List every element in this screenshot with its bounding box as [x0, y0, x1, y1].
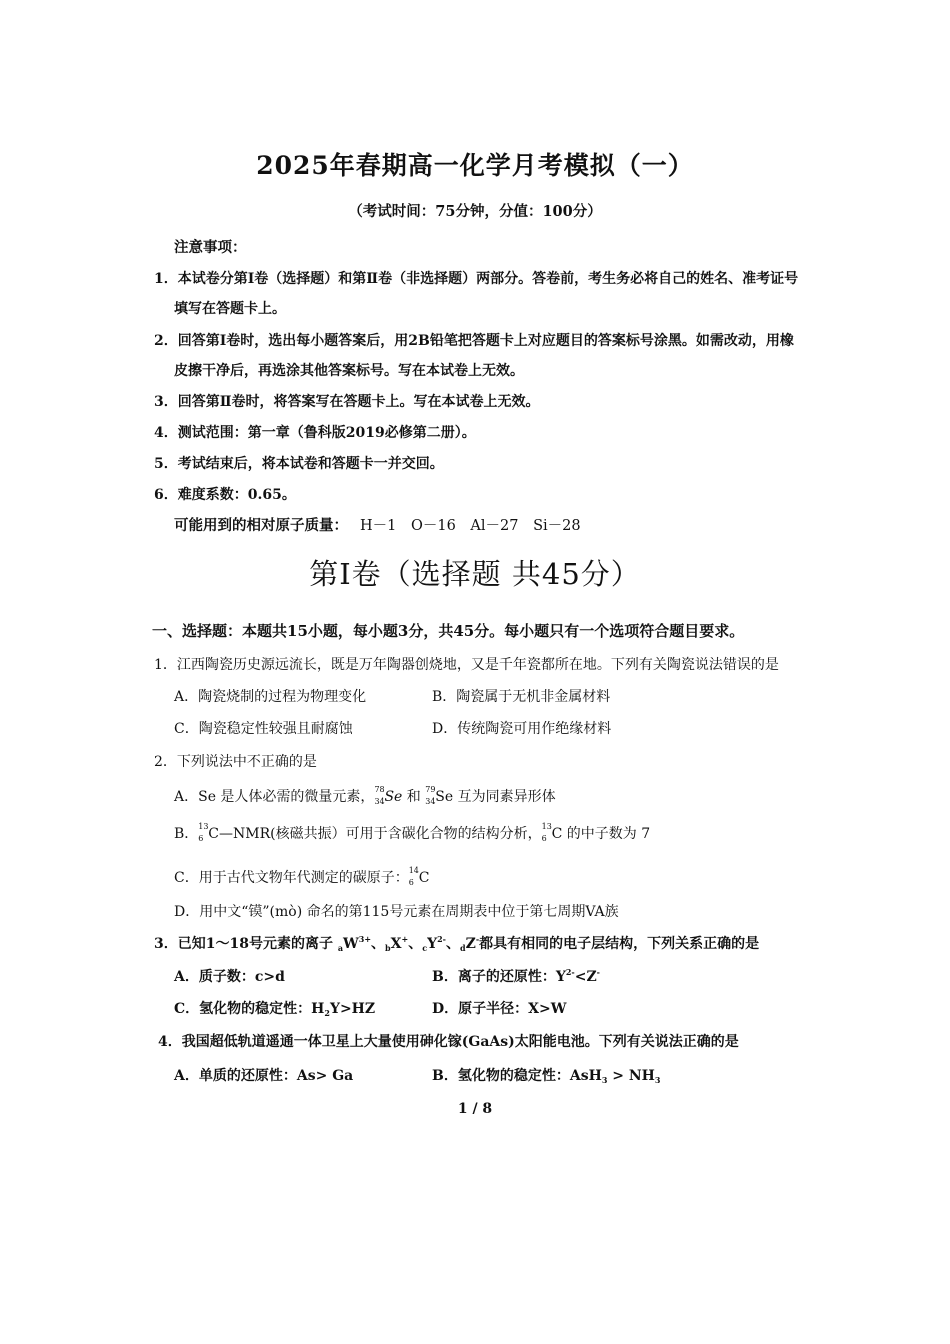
atomic-masses-values: H－1 O－16 Al－27 Si－28: [360, 518, 581, 534]
q3-option-d: D．原子半径：X>W: [432, 1001, 567, 1017]
q3-option-c: C．氢化物的稳定性：$H_2Y>HZ$: [174, 1001, 376, 1018]
atomic-masses-label: 可能用到的相对原子质量：: [174, 517, 348, 534]
q2-stem: 2．下列说法中不正确的是: [154, 754, 317, 770]
page-number: 1 / 8: [457, 1101, 493, 1117]
notice-title: 注意事项：: [174, 239, 247, 256]
q4-stem: 4．我国超低轨道遥通一体卫星上大量使用砷化镓(GaAs)太阳能电池。下列有关说法正确的是: [158, 1034, 739, 1050]
exam-title: 2025年春期高一化学月考模拟（一）: [256, 151, 694, 180]
q4-option-b: B．氢化物的稳定性：$AsH_3 > NH_3$: [432, 1068, 661, 1085]
q1-option-b: B．陶瓷属于无机非金属材料: [432, 689, 611, 705]
q2-option-d: D．用中文“镆”(mò) 命名的第115号元素在周期表中位于第七周期VA族: [174, 904, 619, 920]
q3-option-a: A．质子数：c>d: [174, 969, 285, 985]
notice-item-1: 1．本试卷分第Ⅰ卷（选择题）和第Ⅱ卷（非选择题）两部分。答卷前，考生务必将自己的姓名、准考证号: [154, 271, 799, 287]
notice-item-2-cont: 皮擦干净后，再选涂其他答案标号。写在本试卷上无效。: [174, 363, 524, 379]
q2-option-a: A．Se 是人体必需的微量元素， 78 34 Se 和 79 34 Se 互为同素异形体: [174, 785, 556, 806]
q1-option-d: D．传统陶瓷可用作绝缘材料: [432, 721, 612, 737]
q1-option-a: A．陶瓷烧制的过程为物理变化: [174, 689, 367, 705]
q4-option-a: A．单质的还原性：As> Ga: [174, 1068, 354, 1084]
atomic-masses: [174, 514, 581, 535]
q1-stem: 1．江西陶瓷历史源远流长，既是万年陶器创烧地，又是千年瓷都所在地。下列有关陶瓷说法错误的是: [154, 657, 779, 673]
notice-item-1-cont: 填写在答题卡上。: [174, 301, 286, 317]
notice-item-3: 3．回答第Ⅱ卷时，将答案写在答题卡上。写在本试卷上无效。: [154, 394, 540, 410]
q3-option-b: B．离子的还原性：$Y^{2-}<Z^-$: [432, 967, 600, 985]
q2-option-b: B． 13 6 C—NMR(核磁共振）可用于含碳化合物的结构分析， 13 6 C 的中子数为 7: [174, 822, 651, 843]
notice-item-6: 6．难度系数：0.65。: [154, 487, 296, 503]
exam-subtitle: （考试时间：75分钟，分值：100分）: [348, 203, 602, 220]
notice-item-4: 4．测试范围：第一章（鲁科版2019必修第二册）。: [154, 425, 476, 441]
notice-item-5: 5．考试结束后，将本试卷和答题卡一并交回。: [154, 456, 444, 472]
section-heading: 一、选择题：本题共15小题，每小题3分，共45分。每小题只有一个选项符合题目要求。: [152, 622, 745, 640]
q3-stem: 3．已知1～18号元素的离子 $_aW^{3+}$、$_b$X+、$_cY^{2-}$、$_d$Z-都具有相同的电子层结构，下列关系正确的是: [154, 934, 760, 953]
q1-option-c: C．陶瓷稳定性较强且耐腐蚀: [174, 721, 353, 737]
part1-title: 第Ⅰ卷（选择题 共45分）: [309, 557, 641, 591]
notice-item-2: 2．回答第Ⅰ卷时，选出每小题答案后，用2B铅笔把答题卡上对应题目的答案标号涂黑。如需改动，用橡: [154, 333, 794, 349]
q2-option-c: C．用于古代文物年代测定的碳原子： 14 6 C: [174, 866, 430, 887]
